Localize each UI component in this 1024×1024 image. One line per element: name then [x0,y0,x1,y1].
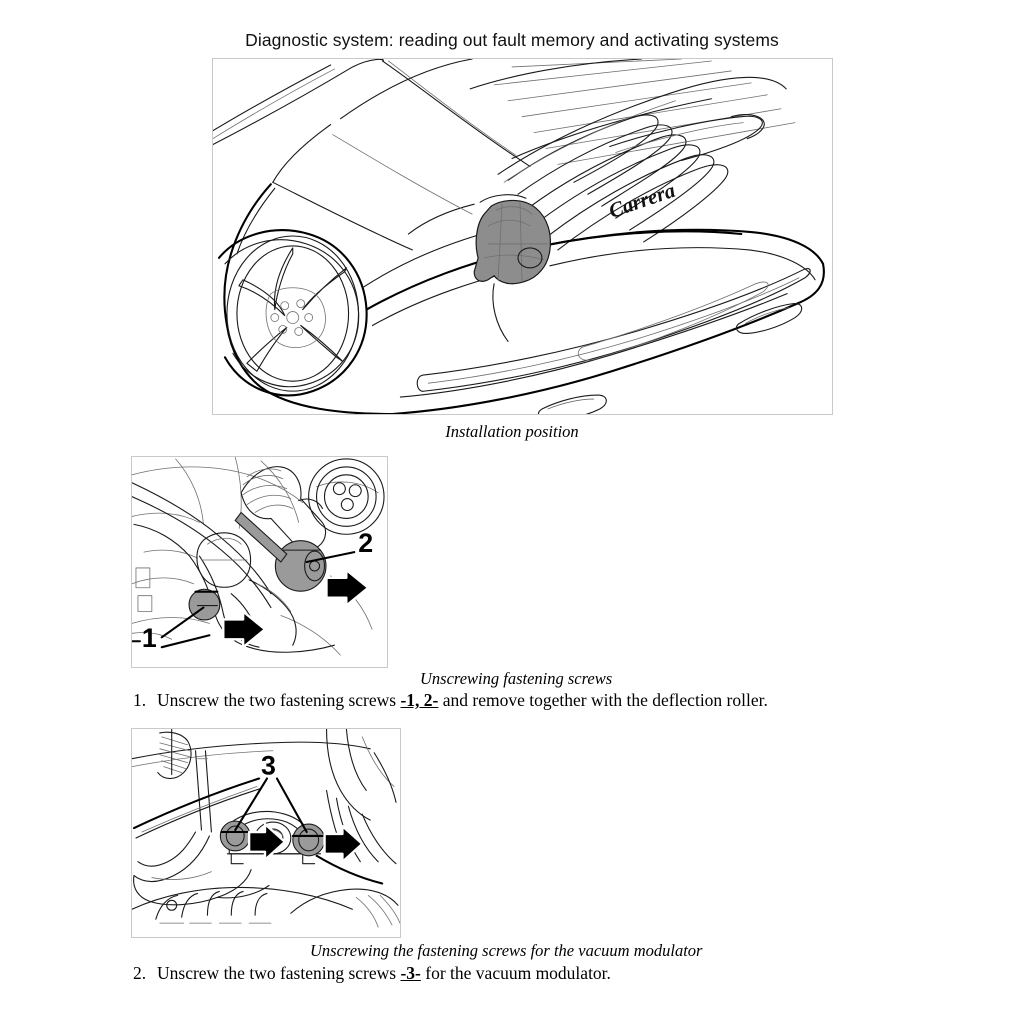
deflection-roller-body [197,533,251,587]
arrow-to-screw-2 [326,570,368,606]
step-1 [133,690,768,711]
step-2-reference: -3- [400,963,421,983]
figure-caption-installation-position: Installation position [445,422,579,441]
vacuum-modulator-drawing [132,729,400,937]
vacuum-modulator-screws-figure [131,728,401,938]
callout-label-2: 2 [358,528,374,559]
figure-caption-vacuum-modulator: Unscrewing the fastening screws for the vacuum modulator [310,941,703,960]
step-1-text-after: and remove together with the deflection roller. [438,690,768,710]
figure-caption-unscrewing-fastening-screws: Unscrewing fastening screws [420,669,613,688]
step-1-text-before: Unscrew the two fastening screws [157,690,401,710]
step-2 [133,963,611,984]
pulley [309,459,384,534]
step-2-text-before: Unscrew the two fastening screws [157,963,401,983]
arrow-to-screw-1 [223,612,265,648]
carrera-badge: Carrera [605,177,679,223]
page-title: Diagnostic system: reading out fault memory and activating systems [245,30,779,50]
callout-label-1: 1 [141,623,157,654]
vacuum-screw-left [220,821,250,851]
step-1-reference: -1, 2- [400,690,439,710]
arrow-left-screw [249,824,285,860]
unscrewing-fastening-screws-figure [131,456,388,668]
rear-wheel [219,230,367,395]
callout-label-3: 3 [261,750,276,781]
engine-bay-screws-drawing [132,457,387,667]
installation-position-figure [212,58,833,415]
vacuum-screw-right [293,824,325,856]
highlighted-component [408,195,550,342]
step-1-number: 1. [133,690,147,710]
step-2-number: 2. [133,963,147,983]
car-line-drawing [213,59,832,414]
step-2-text-after: for the vacuum modulator. [420,963,611,983]
